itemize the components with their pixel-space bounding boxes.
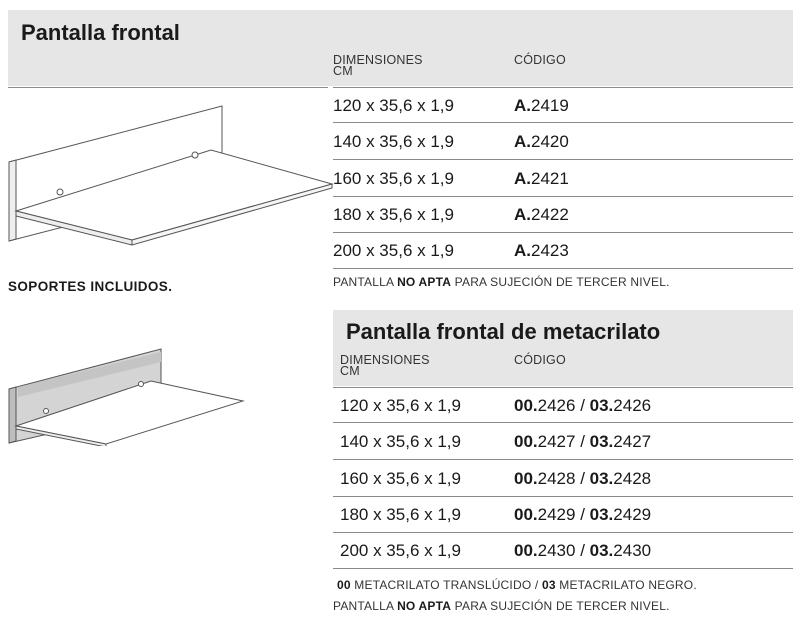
row-code-prefix: A.: [514, 205, 531, 224]
row-code-number: 2420: [531, 132, 569, 151]
row-code: [514, 169, 569, 189]
section1-col-dimensions-unit: CM: [333, 64, 353, 78]
section1-row: [333, 87, 793, 123]
row-code-prefix: 00.: [514, 505, 538, 524]
note-text-post: PARA SUJECIÓN DE TERCER NIVEL.: [451, 599, 670, 613]
row-dimensions: 200 x 35,6 x 1,9: [340, 541, 461, 560]
row-dimensions: 120 x 35,6 x 1,9: [333, 96, 454, 115]
note-text-pre: PANTALLA: [333, 275, 398, 289]
row-code: [514, 132, 569, 152]
row-code: [514, 396, 651, 416]
row-code-number: 2426: [537, 396, 576, 415]
section1-row: [333, 197, 793, 233]
section1-title: Pantalla frontal: [21, 20, 180, 45]
row-code-separator: /: [575, 469, 590, 488]
section2-row: [333, 533, 793, 569]
front-panel-illustration: [6, 98, 336, 248]
section2-note: [333, 599, 670, 613]
row-dimensions: 160 x 35,6 x 1,9: [340, 469, 461, 488]
row-code-number: 2427: [537, 432, 576, 451]
row-code-prefix: 03.: [589, 469, 614, 488]
note-text-bold: NO APTA: [397, 599, 452, 613]
row-dimensions: 180 x 35,6 x 1,9: [340, 505, 461, 524]
row-code: [514, 96, 569, 116]
row-code-prefix: 00.: [514, 396, 538, 415]
row-dimensions: 180 x 35,6 x 1,9: [333, 205, 454, 224]
row-code-prefix: A.: [514, 169, 531, 188]
section2-col-dimensions-unit: CM: [340, 364, 360, 378]
note-text-post: PARA SUJECIÓN DE TERCER NIVEL.: [451, 275, 670, 289]
row-code-prefix: A.: [514, 96, 531, 115]
section2-col-code: CÓDIGO: [514, 353, 566, 367]
row-code-prefix: 03.: [589, 396, 614, 415]
legend-code-translucent: 00: [337, 578, 351, 592]
section2-col-dimensions: [340, 355, 430, 377]
row-code: [514, 205, 569, 225]
row-code-number: 2428: [537, 469, 576, 488]
row-code: [514, 241, 569, 261]
row-code: [514, 541, 651, 561]
row-code-prefix: 03.: [589, 505, 614, 524]
section1-row: [333, 233, 793, 269]
section2-row: [333, 387, 793, 423]
row-code-number: 2423: [531, 241, 569, 260]
row-code-prefix: 00.: [514, 432, 538, 451]
section1-row: [333, 161, 793, 197]
row-dimensions: 140 x 35,6 x 1,9: [333, 132, 454, 151]
row-code-prefix: 03.: [589, 541, 614, 560]
section2-row: [333, 424, 793, 460]
row-code-number: 2419: [531, 96, 569, 115]
row-dimensions: 140 x 35,6 x 1,9: [340, 432, 461, 451]
row-code-prefix: 03.: [589, 432, 614, 451]
section2-row: [333, 497, 793, 533]
row-code-number: 2426: [613, 396, 652, 415]
row-code-separator: /: [575, 541, 590, 560]
section1-row: [333, 124, 793, 160]
row-code-prefix: 00.: [514, 469, 538, 488]
section1-col-dimensions-label: DIMENSIONES: [333, 53, 423, 67]
note-text-bold: NO APTA: [397, 275, 452, 289]
row-code: [514, 432, 651, 452]
row-dimensions: 160 x 35,6 x 1,9: [333, 169, 454, 188]
row-code-number: 2428: [613, 469, 652, 488]
row-code-separator: /: [575, 505, 590, 524]
row-code: [514, 505, 651, 525]
row-dimensions: 120 x 35,6 x 1,9: [340, 396, 461, 415]
row-code: [514, 469, 651, 489]
section1-note: [333, 275, 670, 289]
section2-legend: [337, 578, 697, 592]
section2-row: [333, 461, 793, 497]
legend-text-black: METACRILATO NEGRO.: [555, 578, 697, 592]
section2-col-dimensions-label: DIMENSIONES: [340, 353, 430, 367]
row-code-number: 2421: [531, 169, 569, 188]
row-code-number: 2430: [537, 541, 576, 560]
legend-code-black: 03: [541, 578, 556, 592]
note-text-pre: PANTALLA: [333, 599, 398, 613]
row-code-number: 2430: [613, 541, 652, 560]
legend-text-translucent: METACRILATO TRANSLÚCIDO /: [350, 578, 542, 592]
section1-col-dimensions: [333, 55, 423, 77]
row-code-prefix: A.: [514, 241, 531, 260]
methacrylate-panel-illustration: [6, 346, 256, 446]
row-dimensions: 200 x 35,6 x 1,9: [333, 241, 454, 260]
section2-title: Pantalla frontal de metacrilato: [346, 319, 661, 344]
row-code-number: 2422: [531, 205, 569, 224]
section1-col-code: CÓDIGO: [514, 53, 566, 67]
row-code-number: 2429: [613, 505, 652, 524]
row-code-prefix: 00.: [514, 541, 538, 560]
row-code-separator: /: [575, 432, 590, 451]
supports-included-label: SOPORTES INCLUIDOS.: [8, 279, 173, 294]
row-code-number: 2427: [613, 432, 652, 451]
row-code-number: 2429: [537, 505, 576, 524]
section1-left-rule: [8, 87, 328, 88]
row-code-separator: /: [575, 396, 590, 415]
row-code-prefix: A.: [514, 132, 531, 151]
